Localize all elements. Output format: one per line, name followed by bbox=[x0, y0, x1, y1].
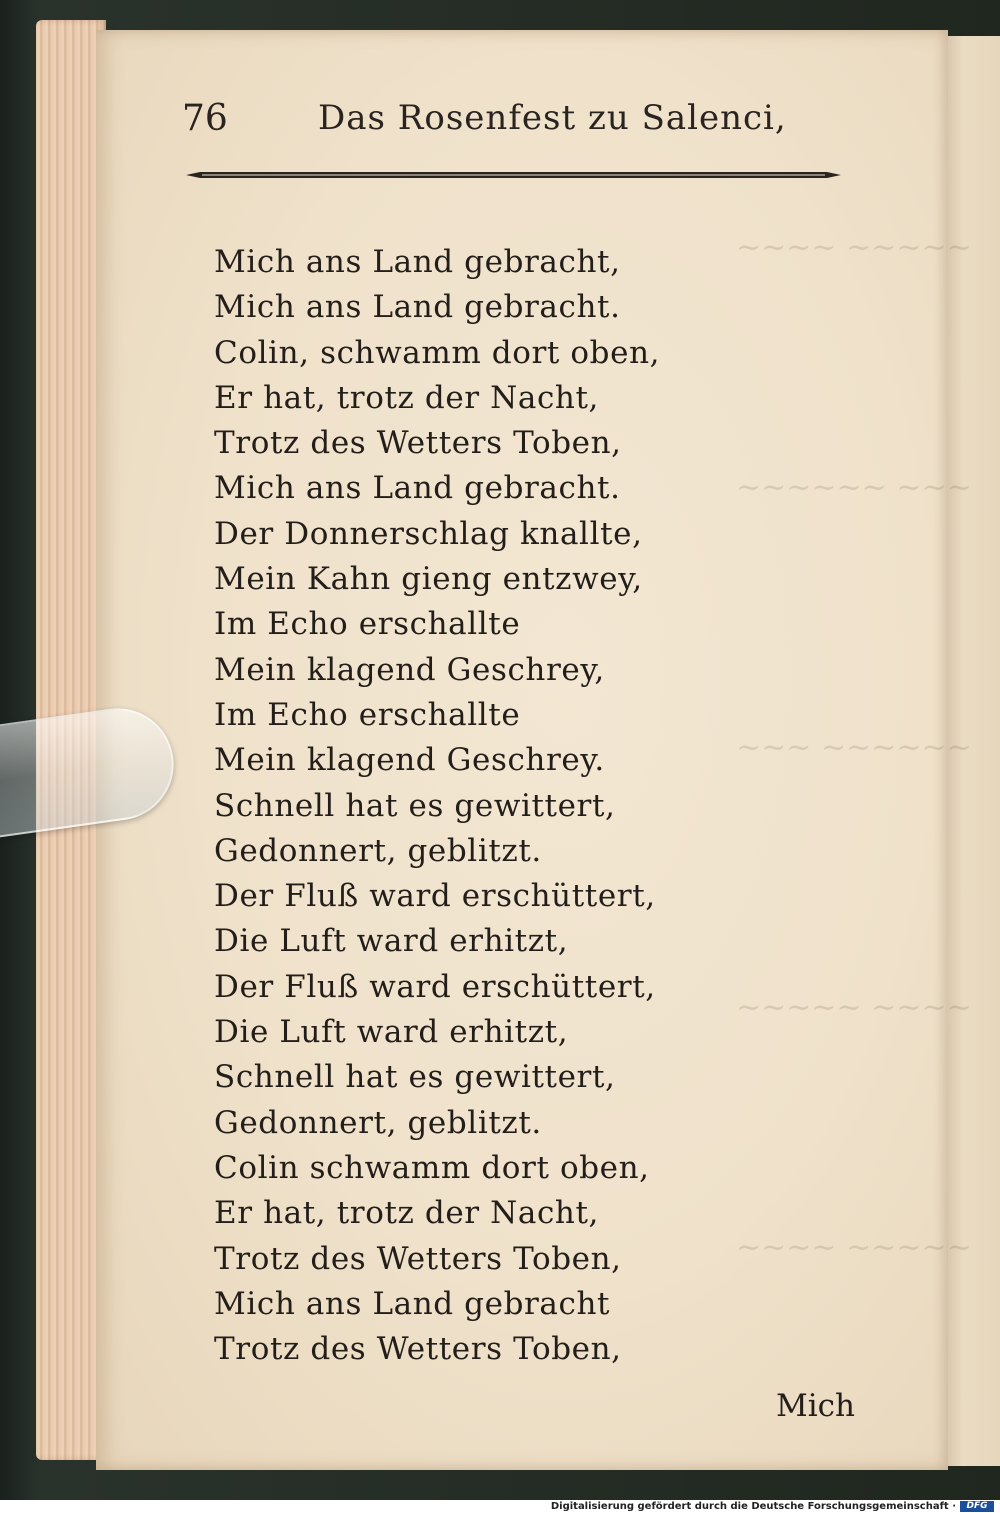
show-through-texture: ~~~~ ~~~~~ bbox=[736, 230, 972, 265]
verse-block bbox=[214, 240, 660, 1372]
verse-line: Im Echo erschallte bbox=[214, 606, 521, 643]
verse-line: Schnell hat es gewittert, bbox=[214, 787, 616, 824]
verse-line: Der Fluß ward erschüttert, bbox=[214, 878, 656, 915]
verse-line: Mich ans Land gebracht. bbox=[214, 470, 621, 507]
verse-line: Die Luft ward erhitzt, bbox=[214, 1014, 569, 1051]
verse-line: Mein klagend Geschrey. bbox=[214, 742, 605, 779]
catchword: Mich bbox=[776, 1388, 855, 1424]
show-through-texture: ~~~ ~~~~~~ bbox=[736, 730, 972, 765]
verse-line: Mich ans Land gebracht, bbox=[214, 244, 621, 280]
header-rule bbox=[186, 170, 841, 180]
show-through-texture: ~~~~~ ~~~~ bbox=[736, 990, 972, 1025]
running-head: Das Rosenfest zu Salenci, bbox=[318, 98, 787, 138]
verse-line: Mich ans Land gebracht bbox=[214, 1285, 611, 1322]
verse-line: Mein klagend Geschrey, bbox=[214, 651, 605, 688]
verse-line: Trotz des Wetters Toben, bbox=[214, 425, 622, 462]
verse-line: Die Luft ward erhitzt, bbox=[214, 923, 569, 960]
verse-line: Der Fluß ward erschüttert, bbox=[214, 968, 656, 1005]
verse-line: Colin, schwamm dort oben, bbox=[214, 334, 661, 371]
show-through-texture: ~~~~ ~~~~~ bbox=[736, 1230, 972, 1265]
verse-line: Der Donnerschlag knallte, bbox=[214, 515, 643, 552]
book-page bbox=[96, 30, 972, 1470]
verse-line: Gedonnert, geblitzt. bbox=[214, 832, 542, 869]
verse-line: Er hat, trotz der Nacht, bbox=[214, 1195, 600, 1232]
verse-line: Schnell hat es gewittert, bbox=[214, 1059, 616, 1096]
verse-line: Gedonnert, geblitzt. bbox=[214, 1104, 542, 1141]
verse-line: Colin schwamm dort oben, bbox=[214, 1149, 650, 1186]
verse-line: Trotz des Wetters Toben, bbox=[214, 1240, 622, 1277]
dfg-logo: DFG bbox=[960, 1501, 994, 1512]
page-header bbox=[182, 98, 822, 148]
verse-line: Er hat, trotz der Nacht, bbox=[214, 379, 600, 416]
show-through-texture: ~~~~~~ ~~~ bbox=[736, 470, 972, 505]
funding-credit: Digitalisierung gefördert durch die Deutsche Forschungsgemeinschaft · bbox=[550, 1501, 956, 1512]
page-number: 76 bbox=[182, 98, 228, 139]
verse-line: Mein Kahn gieng entzwey, bbox=[214, 561, 643, 598]
verse-line: Mich ans Land gebracht. bbox=[214, 289, 621, 326]
verse-line: Trotz des Wetters Toben, bbox=[214, 1331, 622, 1368]
verse-line: Im Echo erschallte bbox=[214, 696, 521, 733]
